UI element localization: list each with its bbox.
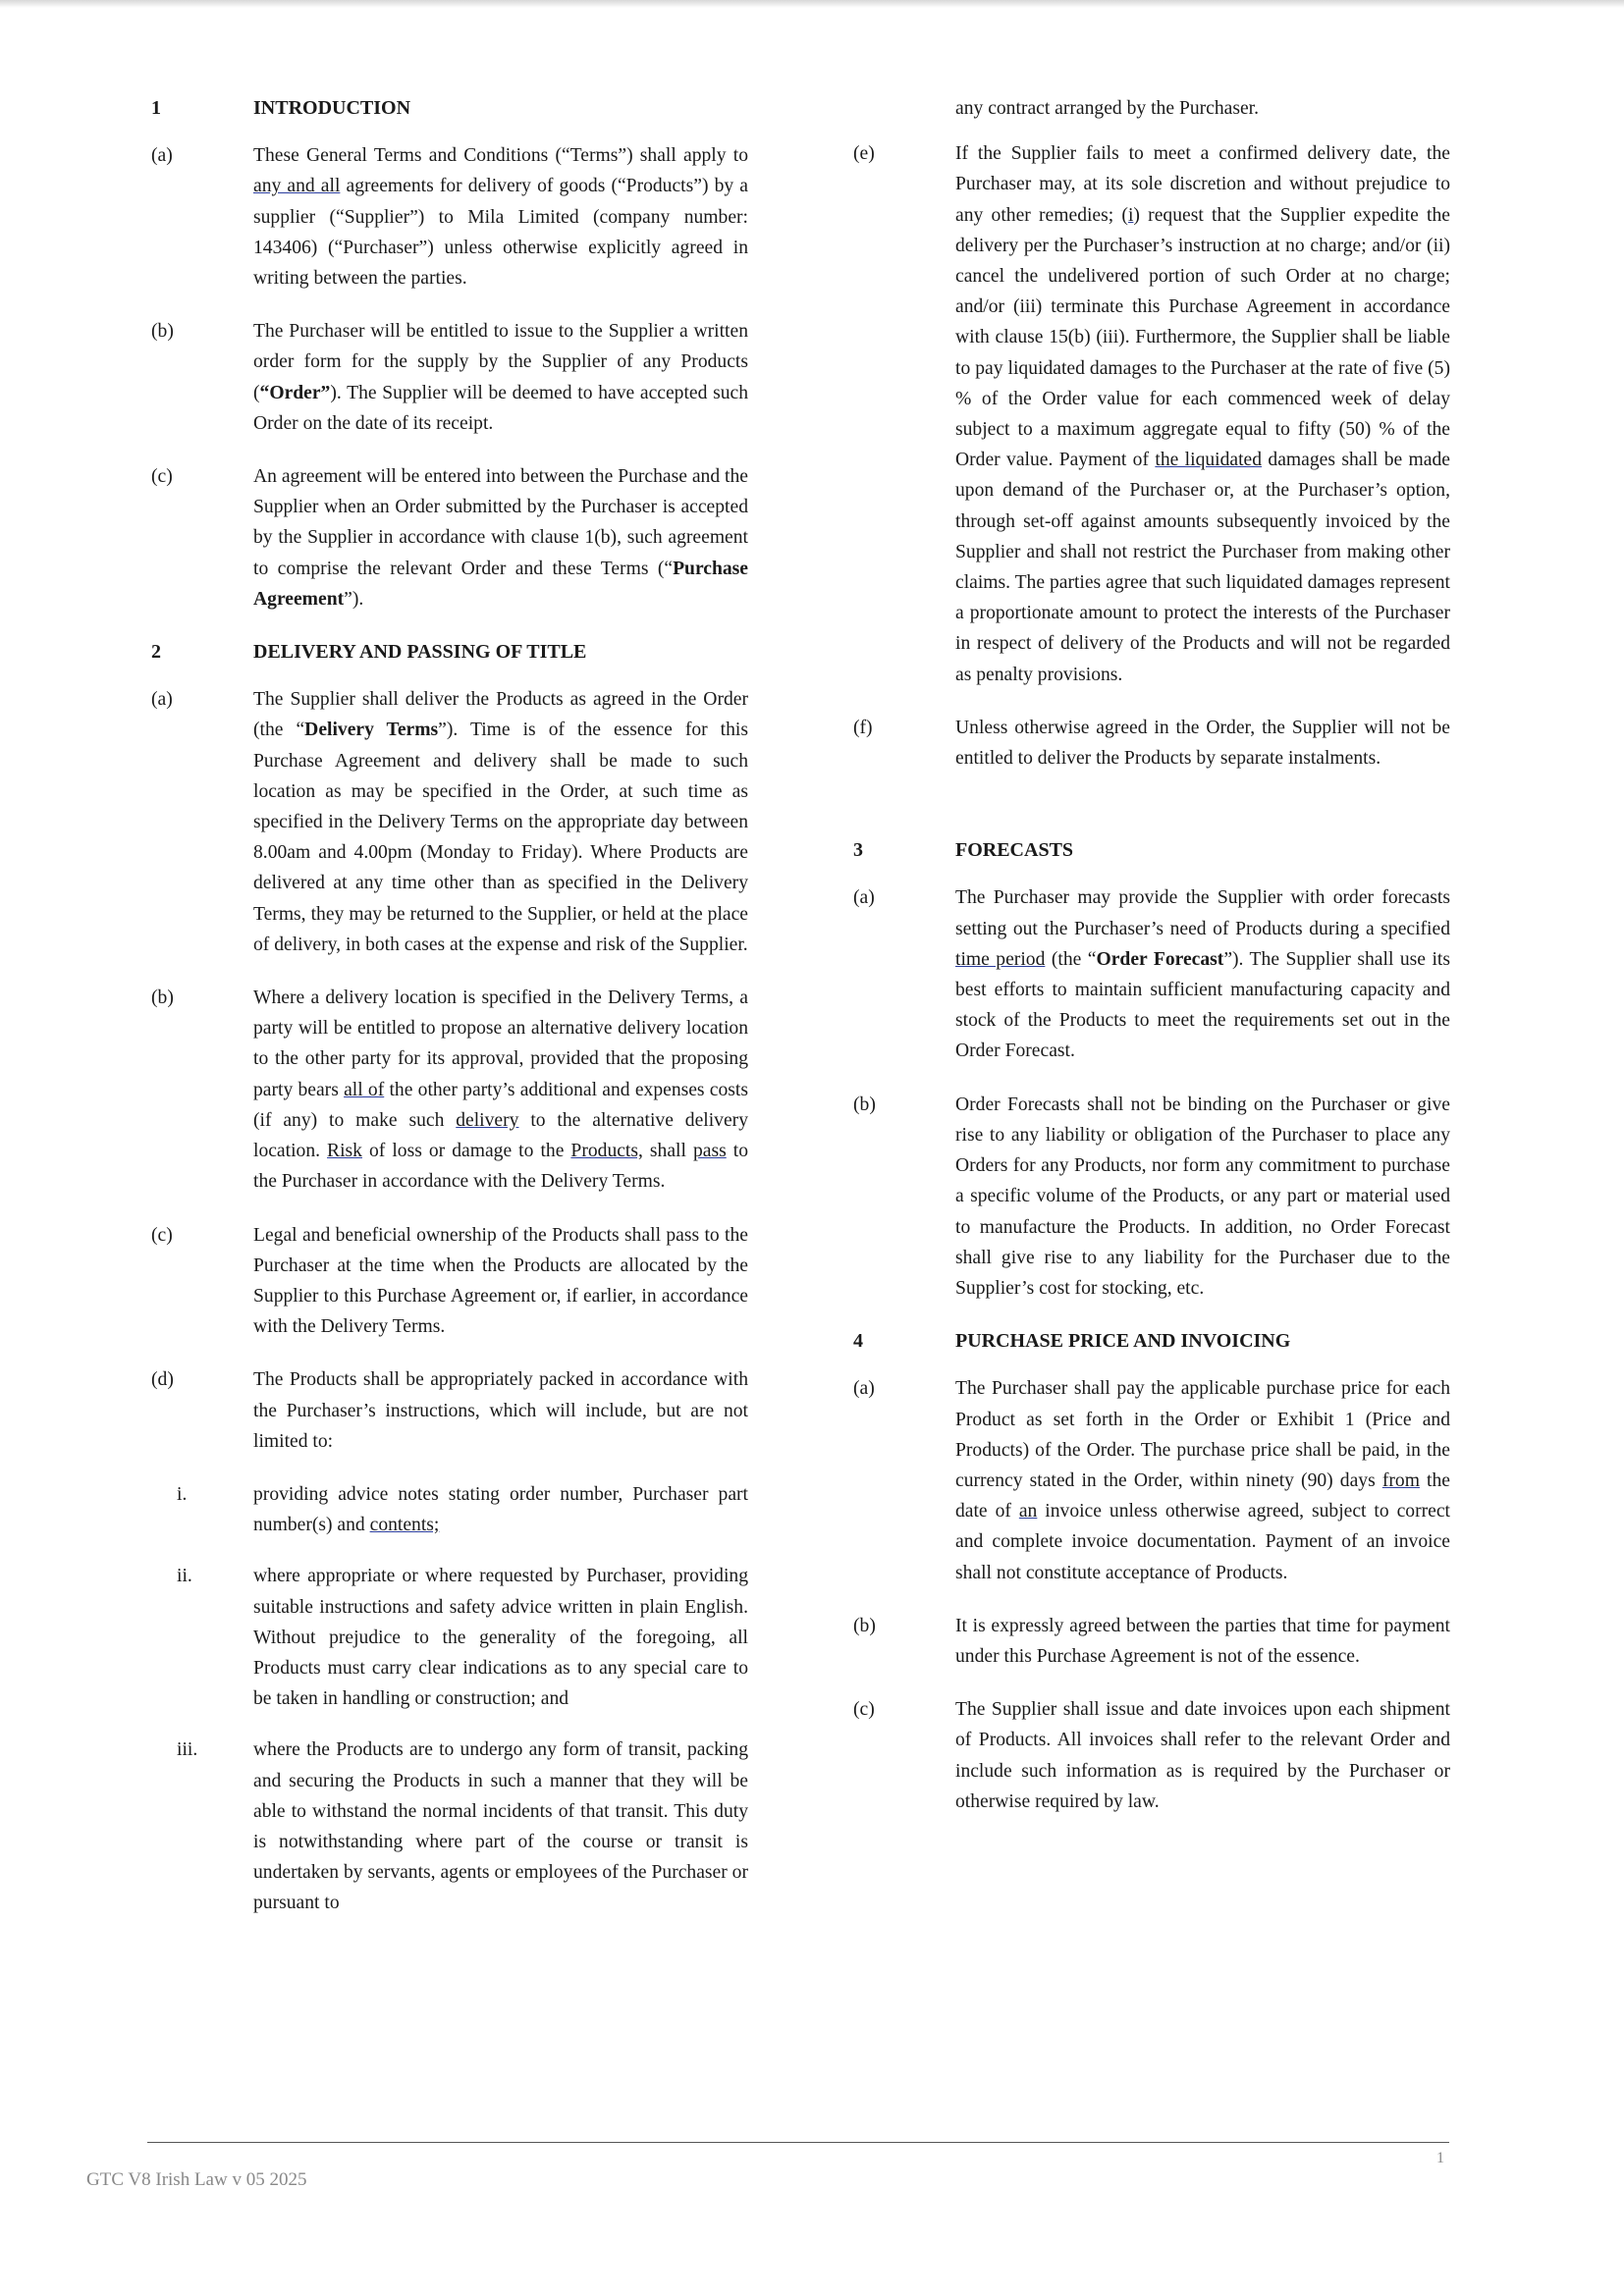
clause-label: (c) bbox=[853, 1699, 875, 1721]
spellcheck-underline: pass bbox=[692, 1141, 727, 1162]
clause-3a: (a) The Purchaser may provide the Supplier with order forecasts setting out the Purchaser’s need of Products during a specified time period (the “Order Forecast”). The Supplier shall use its best efforts to maintain sufficient manufacturing capacity and stock of the Products to meet the requirements set out in the Order Forecast. bbox=[849, 882, 1450, 1066]
footer-divider bbox=[147, 2142, 1449, 2143]
clause-2d-iii: iii. where the Products are to undergo any form of transit, packing and securing the Products in such a manner that they will be able to withstand the normal incidents of that transit. This duty is notwithstanding where part of the course or transit is undertaken by servants, agents or employees of the Purchaser or pursuant to bbox=[147, 1735, 748, 1918]
spellcheck-underline: time period bbox=[955, 948, 1046, 970]
right-column bbox=[849, 93, 1450, 1840]
spellcheck-underline: contents; bbox=[369, 1515, 440, 1536]
page-number: 1 bbox=[1436, 2150, 1444, 2166]
clause-label: (e) bbox=[853, 143, 875, 165]
clause-label: i. bbox=[177, 1483, 188, 1505]
clause-label: (d) bbox=[151, 1369, 174, 1391]
defined-term: Order Forecast bbox=[1096, 948, 1224, 970]
defined-term: Delivery Terms bbox=[304, 720, 439, 741]
spellcheck-underline: from bbox=[1381, 1469, 1420, 1491]
spellcheck-underline: the liquidated bbox=[1155, 450, 1263, 471]
spellcheck-underline: Risk bbox=[327, 1141, 362, 1162]
clause-2b: (b) Where a delivery location is specified in the Delivery Terms, a party will be entitled to propose an alternative delivery location to the other party for its approval, provided that the proposing party bears all of the other party’s additional and expenses costs (if any) to make such delivery to the alternative delivery location. Risk of loss or damage to the Products, shall pass to the Purchaser in accordance with the Delivery Terms. bbox=[147, 983, 748, 1197]
section-heading-forecasts bbox=[849, 835, 1450, 866]
clause-label: (a) bbox=[853, 887, 875, 909]
footer-document-id: GTC V8 Irish Law v 05 2025 bbox=[86, 2169, 307, 2190]
clause-label: (b) bbox=[853, 1615, 876, 1636]
clause-2e: (e) If the Supplier fails to meet a confirmed delivery date, the Purchaser may, at its sole discretion and without prejudice to any other remedies; (i) request that the Supplier expedite the delivery per the Purchaser’s instruction at no charge; and/or (ii) cancel the undelivered portion of such Order at no charge; and/or (iii) terminate this Purchase Agreement in accordance with clause 15(b) (iii). Furthermore, the Supplier shall be liable to pay liquidated damages to the Purchaser at the rate of five (5) % of the Order value for each commenced week of delay subject to a maximum aggregate equal to fifty (50) % of the Order value. Payment of the liquidated damages shall be made upon demand of the Purchaser or, at the Purchaser’s option, through set-off against amounts subsequently invoiced by the Supplier and shall not restrict the Purchaser from making other claims. The parties agree that such liquidated damages represent a proportionate amount to protect the interests of the Purchaser in respect of delivery of the Products and will not be regarded as penalty provisions. bbox=[849, 138, 1450, 690]
clause-label: (c) bbox=[151, 1224, 173, 1246]
clause-label: (a) bbox=[151, 689, 173, 711]
clause-label: (b) bbox=[853, 1094, 876, 1115]
section-heading-purchase-price bbox=[849, 1326, 1450, 1357]
clause-label: ii. bbox=[177, 1566, 192, 1587]
defined-term: Purchase Agreement bbox=[253, 558, 748, 610]
clause-1b: (b) The Purchaser will be entitled to issue to the Supplier a written order form for the supply by the Supplier of any Products (“Order”). The Supplier will be deemed to have accepted such Order on the date of its receipt. bbox=[147, 316, 748, 439]
spellcheck-underline: all of bbox=[344, 1079, 385, 1100]
clause-label: (b) bbox=[151, 321, 174, 343]
clause-label: (c) bbox=[151, 466, 173, 488]
section-title: PURCHASE PRICE AND INVOICING bbox=[955, 1330, 1291, 1353]
spellcheck-underline: any and all bbox=[253, 176, 341, 197]
spellcheck-underline: an bbox=[1018, 1501, 1038, 1522]
clause-2a: (a) The Supplier shall deliver the Products as agreed in the Order (the “Delivery Terms”). Time is of the essence for this Purchase Agreement and delivery shall be made to such location as may be specified in the Order, at such time as specified in the Delivery Terms on the appropriate day between 8.00am and 4.00pm (Monday to Friday). Where Products are delivered at any time other than as specified in the Delivery Terms, they may be returned to the Supplier, or held at the place of delivery, in both cases at the expense and risk of the Supplier. bbox=[147, 684, 748, 960]
section-title: DELIVERY AND PASSING OF TITLE bbox=[253, 641, 587, 664]
clause-3b: (b) Order Forecasts shall not be binding on the Purchaser or give rise to any liability or obligation of the Purchaser to place any Orders for any Products, nor form any commitment to purchase a specific volume of the Products, or any part or material used to manufacture the Products. In addition, no Order Forecast shall give rise to any liability for the Purchaser due to the Supplier’s cost for stocking, etc. bbox=[849, 1090, 1450, 1304]
clause-2d-i: i. providing advice notes stating order number, Purchaser part number(s) and contents; bbox=[147, 1479, 748, 1540]
clause-4c: (c) The Supplier shall issue and date invoices upon each shipment of Products. All invoices shall refer to the relevant Order and include such information as is required by the Purchaser or otherwise required by law. bbox=[849, 1694, 1450, 1817]
clause-2d-iii-continued: any contract arranged by the Purchaser. bbox=[955, 98, 1260, 119]
spellcheck-underline: Products, bbox=[570, 1141, 643, 1162]
section-number: 3 bbox=[853, 839, 863, 862]
section-heading-introduction bbox=[147, 93, 748, 124]
clause-1a: (a) These General Terms and Conditions (“Terms”) shall apply to any and all agreements for delivery of goods (“Products”) by a supplier (“Supplier”) to Mila Limited (company number: 143406) (“Purchaser”) unless otherwise explicitly agreed in writing between the parties. bbox=[147, 140, 748, 294]
clause-4a: (a) The Purchaser shall pay the applicable purchase price for each Product as set forth in the Order or Exhibit 1 (Price and Products) of the Order. The purchase price shall be paid, in the currency stated in the Order, within ninety (90) days from the date of an invoice unless otherwise agreed, subject to correct and complete invoice documentation. Payment of an invoice shall not constitute acceptance of Products. bbox=[849, 1373, 1450, 1587]
clause-label: (a) bbox=[151, 145, 173, 167]
section-title: INTRODUCTION bbox=[253, 97, 411, 119]
section-number: 4 bbox=[853, 1330, 863, 1353]
clause-2c: (c) Legal and beneficial ownership of the Products shall pass to the Purchaser at the time when the Products are allocated by the Supplier to this Purchase Agreement or, if earlier, in accordance with the Delivery Terms. bbox=[147, 1220, 748, 1343]
clause-2f: (f) Unless otherwise agreed in the Order, the Supplier will not be entitled to deliver the Products by separate instalments. bbox=[849, 713, 1450, 774]
clause-label: iii. bbox=[177, 1739, 198, 1761]
clause-label: (b) bbox=[151, 988, 174, 1009]
section-title: FORECASTS bbox=[955, 839, 1074, 862]
clause-label: (f) bbox=[853, 717, 873, 738]
clause-label: (a) bbox=[853, 1378, 875, 1400]
page-top-shadow bbox=[0, 0, 1624, 8]
clause-1c: (c) An agreement will be entered into between the Purchase and the Supplier when an Order submitted by the Purchaser is accepted by the Supplier in accordance with clause 1(b), such agreement to comprise the relevant Order and these Terms (“Purchase Agreement”). bbox=[147, 461, 748, 614]
spellcheck-underline: i bbox=[1127, 204, 1134, 226]
section-number: 2 bbox=[151, 641, 161, 664]
section-number: 1 bbox=[151, 97, 161, 119]
spellcheck-underline: delivery bbox=[456, 1109, 519, 1131]
left-column bbox=[147, 93, 748, 1940]
clause-2d: (d) The Products shall be appropriately packed in accordance with the Purchaser’s instructions, which will include, but are not limited to: bbox=[147, 1364, 748, 1457]
defined-term: “Order” bbox=[259, 382, 331, 403]
clause-2d-ii: ii. where appropriate or where requested by Purchaser, providing suitable instructions and safety advice written in plain English. Without prejudice to the generality of the foregoing, all Products must carry clear indications as to any special care to be taken in handling or construction; and bbox=[147, 1561, 748, 1714]
clause-4b: (b) It is expressly agreed between the parties that time for payment under this Purchase Agreement is not of the essence. bbox=[849, 1611, 1450, 1672]
section-heading-delivery bbox=[147, 637, 748, 667]
